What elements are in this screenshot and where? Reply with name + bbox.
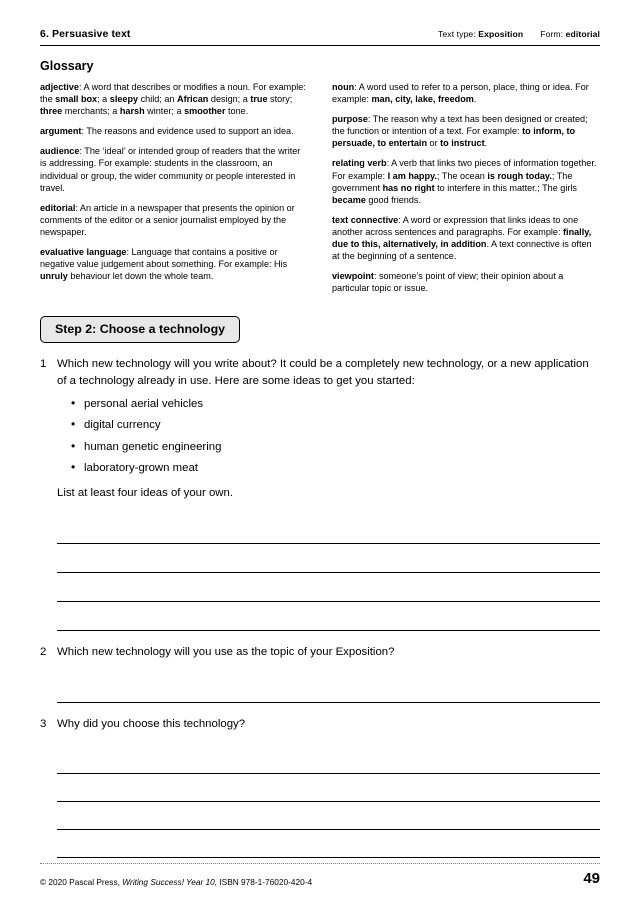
- glossary-definition: : The reason why a text has been designed or created; the function or intention of a text. For example: to inform, to persuade, to entertain or to instruct.: [332, 114, 588, 149]
- glossary-entry: [332, 157, 598, 205]
- glossary-entry: [40, 81, 306, 117]
- answer-line[interactable]: [57, 674, 600, 703]
- glossary-term: audience: [40, 146, 80, 157]
- glossary-right-column: [332, 81, 598, 302]
- glossary-entry: [332, 113, 598, 149]
- glossary-entry: [40, 125, 306, 137]
- form-label: Form:: [540, 29, 564, 39]
- question-number: 1: [40, 358, 47, 371]
- glossary-definition: : An article in a newspaper that presents the opinion or comments of the editor or a senior journalist employed by the newspaper.: [40, 202, 295, 237]
- glossary-term: relating verb: [332, 158, 387, 169]
- question-2: [40, 644, 600, 660]
- answer-line[interactable]: [57, 746, 600, 774]
- question-text: Why did you choose this technology?: [57, 718, 246, 731]
- glossary-term: argument: [40, 126, 82, 137]
- glossary-entry: [40, 145, 306, 193]
- answer-line[interactable]: [57, 515, 600, 544]
- glossary-entry: [332, 81, 598, 105]
- glossary-heading: Glossary: [40, 59, 94, 73]
- glossary-entry: [332, 214, 598, 262]
- question-1: [40, 356, 600, 501]
- book-title: Writing Success! Year 10,: [122, 877, 218, 887]
- glossary-term: purpose: [332, 114, 368, 125]
- question-text: Which new technology will you use as the topic of your Exposition?: [57, 646, 395, 659]
- header-meta: [438, 29, 600, 39]
- glossary-definition: : A word or expression that links ideas to one another across sentences and paragraphs. For example: finally, due to this, alternatively, in addition. A text connective is often at the beginning of a sentence.: [332, 214, 592, 262]
- form-value: editorial: [565, 29, 600, 39]
- answer-line[interactable]: [57, 602, 600, 631]
- answer-line[interactable]: [57, 774, 600, 802]
- question-number: 2: [40, 646, 47, 659]
- footer-copyright: [40, 877, 312, 887]
- glossary-definition: : A word used to refer to a person, place, thing or idea. For example: man, city, lake, freedom.: [332, 82, 589, 105]
- glossary-left-column: [40, 81, 306, 302]
- glossary-entry: [40, 246, 306, 282]
- list-item: • laboratory-grown meat: [71, 460, 600, 477]
- glossary-entry: [40, 202, 306, 238]
- list-item: • digital currency: [71, 417, 600, 434]
- glossary-term: text connective: [332, 214, 399, 225]
- glossary-definition: : A verb that links two pieces of information together. For example: I am happy.; The ocean is rough today.; The government has no right to interfere in this matter.; The girls became good friends.: [332, 158, 597, 205]
- list-item: • human genetic engineering: [71, 439, 600, 456]
- question-instruction: List at least four ideas of your own.: [57, 486, 234, 499]
- question-number: 3: [40, 718, 47, 731]
- answer-line[interactable]: [57, 544, 600, 573]
- step-banner: Step 2: Choose a technology: [40, 316, 240, 343]
- glossary-definition: : The ‘ideal’ or intended group of readers that the writer is addressing. For example: students in the classroom, an individual or group, the wider community or people interested in travel.: [40, 146, 301, 193]
- glossary-entry: [332, 270, 598, 294]
- glossary-definition: : Language that contains a positive or negative value judgement about something. For example: His unruly behaviour let down the whole team.: [40, 247, 288, 282]
- idea-list: [57, 396, 600, 477]
- glossary-term: noun: [332, 82, 355, 92]
- glossary-definition: : A word that describes or modifies a noun. For example: the small box; a sleepy child; an African design; a true story; three merchants; a harsh winter; a smoother tone.: [40, 82, 306, 117]
- question-text: Which new technology will you write about? It could be a completely new technology, or a new application of a technology already in use. Here are some ideas to get you started:: [57, 358, 589, 387]
- glossary-definition: : The reasons and evidence used to support an idea.: [81, 126, 294, 137]
- answer-line[interactable]: [57, 802, 600, 830]
- isbn-text: ISBN 978-1-76020-420-4: [217, 877, 313, 887]
- copyright-text: © 2020 Pascal Press,: [40, 877, 123, 887]
- page-footer: [40, 863, 600, 887]
- page-header: [40, 28, 600, 46]
- answer-lines-1[interactable]: [57, 515, 600, 631]
- text-type-label: Text type:: [438, 29, 476, 39]
- answer-line[interactable]: [57, 830, 600, 858]
- question-3: [40, 716, 600, 732]
- glossary-term: evaluative language: [40, 247, 127, 258]
- page-number: 49: [583, 870, 600, 887]
- footer-divider: [40, 863, 600, 864]
- glossary-term: viewpoint: [332, 271, 374, 282]
- chapter-title: 6. Persuasive text: [40, 28, 131, 40]
- list-item: • personal aerial vehicles: [71, 396, 600, 413]
- glossary-definition: : someone’s point of view; their opinion about a particular topic or issue.: [332, 271, 564, 294]
- glossary-term: editorial: [40, 202, 76, 213]
- answer-lines-3[interactable]: [57, 746, 600, 858]
- answer-line[interactable]: [57, 573, 600, 602]
- glossary-columns: [40, 81, 600, 302]
- text-type-value: Exposition: [478, 29, 524, 39]
- glossary-term: adjective: [40, 82, 79, 92]
- answer-lines-2[interactable]: [57, 674, 600, 703]
- question-body: [57, 356, 600, 501]
